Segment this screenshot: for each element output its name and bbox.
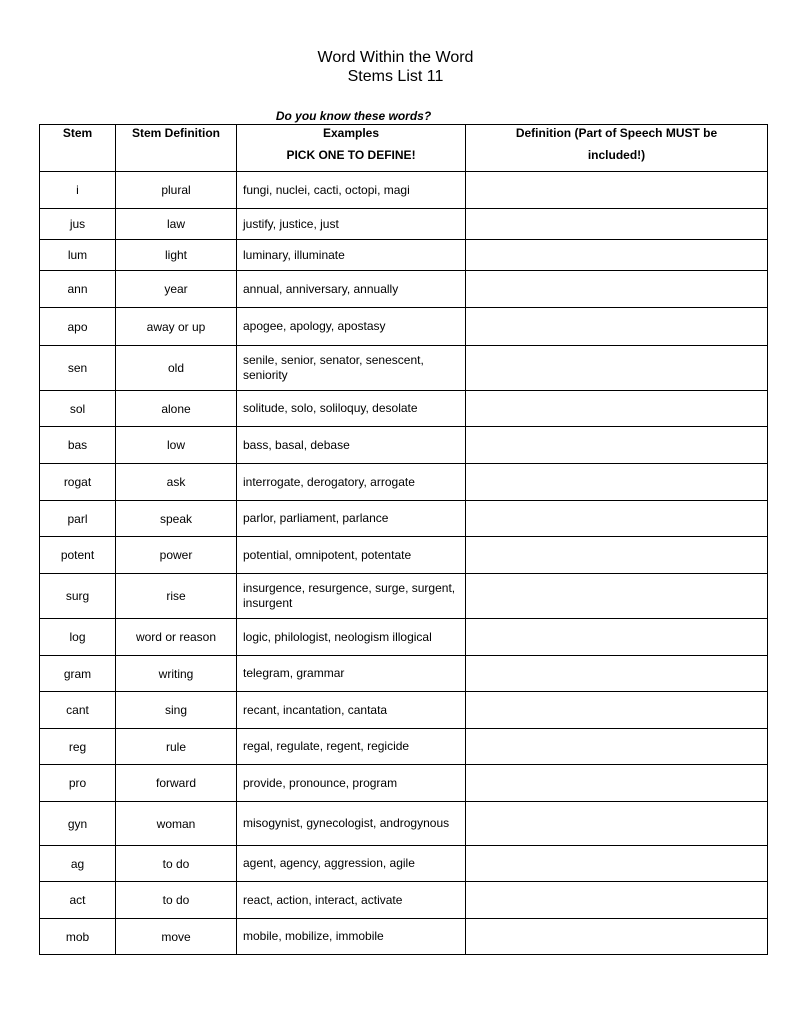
definition-answer-cell[interactable]	[466, 729, 768, 765]
stem-definition-cell: law	[116, 209, 237, 240]
examples-cell: logic, philologist, neologism illogical	[237, 619, 466, 656]
stem-cell: i	[40, 172, 116, 209]
worksheet-prompt: Do you know these words?	[275, 109, 432, 123]
page-subtitle-list: Stems List 11	[347, 68, 444, 85]
table-row	[40, 464, 768, 501]
table-row	[40, 765, 768, 802]
stem-definition-cell: forward	[116, 765, 237, 802]
examples-cell: react, action, interact, activate	[237, 882, 466, 919]
stem-definition-cell: away or up	[116, 308, 237, 346]
column-header-examples	[237, 125, 466, 172]
table-row	[40, 240, 768, 271]
stem-cell: gyn	[40, 802, 116, 846]
stem-cell: pro	[40, 765, 116, 802]
stem-definition-cell: light	[116, 240, 237, 271]
examples-cell: agent, agency, aggression, agile	[237, 846, 466, 882]
stem-cell: sol	[40, 391, 116, 427]
table-row	[40, 656, 768, 692]
definition-answer-cell[interactable]	[466, 240, 768, 271]
definition-answer-cell[interactable]	[466, 846, 768, 882]
table-row	[40, 271, 768, 308]
definition-answer-cell[interactable]	[466, 308, 768, 346]
examples-cell: mobile, mobilize, immobile	[237, 919, 466, 955]
stem-cell: ann	[40, 271, 116, 308]
table-row	[40, 619, 768, 656]
examples-cell: luminary, illuminate	[237, 240, 466, 271]
examples-cell: annual, anniversary, annually	[237, 271, 466, 308]
stem-definition-cell: word or reason	[116, 619, 237, 656]
definition-header-line2: included!)	[587, 148, 646, 162]
page-title: Word Within the Word	[317, 49, 474, 66]
examples-header-label: Examples	[322, 126, 380, 140]
table-row	[40, 919, 768, 955]
table-row	[40, 391, 768, 427]
table-row	[40, 574, 768, 619]
examples-cell: telegram, grammar	[237, 656, 466, 692]
stem-definition-cell: ask	[116, 464, 237, 501]
table-row	[40, 537, 768, 574]
stem-cell: jus	[40, 209, 116, 240]
definition-answer-cell[interactable]	[466, 537, 768, 574]
examples-cell: parlor, parliament, parlance	[237, 501, 466, 537]
column-header-definition-pos	[466, 125, 768, 172]
table-row	[40, 729, 768, 765]
examples-cell: solitude, solo, soliloquy, desolate	[237, 391, 466, 427]
table-row	[40, 882, 768, 919]
stem-cell: bas	[40, 427, 116, 464]
stems-table-body	[40, 172, 768, 955]
examples-header-note: PICK ONE TO DEFINE!	[286, 148, 416, 162]
stem-cell: surg	[40, 574, 116, 619]
definition-answer-cell[interactable]	[466, 209, 768, 240]
table-header-row	[40, 125, 768, 172]
stem-definition-cell: move	[116, 919, 237, 955]
stem-definition-cell: woman	[116, 802, 237, 846]
stem-cell: rogat	[40, 464, 116, 501]
definition-answer-cell[interactable]	[466, 882, 768, 919]
stem-definition-cell: sing	[116, 692, 237, 729]
stem-definition-cell: rule	[116, 729, 237, 765]
definition-answer-cell[interactable]	[466, 271, 768, 308]
stem-cell: gram	[40, 656, 116, 692]
definition-answer-cell[interactable]	[466, 692, 768, 729]
stem-cell: potent	[40, 537, 116, 574]
examples-cell: provide, pronounce, program	[237, 765, 466, 802]
stem-definition-cell: to do	[116, 846, 237, 882]
stem-definition-cell: low	[116, 427, 237, 464]
table-row	[40, 346, 768, 391]
examples-cell: insurgence, resurgence, surge, surgent, insurgent	[237, 574, 466, 619]
stem-definition-cell: power	[116, 537, 237, 574]
examples-cell: fungi, nuclei, cacti, octopi, magi	[237, 172, 466, 209]
stem-cell: cant	[40, 692, 116, 729]
definition-answer-cell[interactable]	[466, 501, 768, 537]
examples-cell: misogynist, gynecologist, androgynous	[237, 802, 466, 846]
table-row	[40, 501, 768, 537]
stem-cell: lum	[40, 240, 116, 271]
examples-cell: interrogate, derogatory, arrogate	[237, 464, 466, 501]
examples-cell: justify, justice, just	[237, 209, 466, 240]
stem-cell: apo	[40, 308, 116, 346]
stem-cell: sen	[40, 346, 116, 391]
examples-cell: potential, omnipotent, potentate	[237, 537, 466, 574]
definition-header-line1: Definition (Part of Speech MUST be	[515, 126, 718, 140]
table-row	[40, 802, 768, 846]
definition-answer-cell[interactable]	[466, 574, 768, 619]
definition-answer-cell[interactable]	[466, 427, 768, 464]
table-row	[40, 172, 768, 209]
definition-answer-cell[interactable]	[466, 619, 768, 656]
definition-answer-cell[interactable]	[466, 464, 768, 501]
examples-cell: apogee, apology, apostasy	[237, 308, 466, 346]
column-header-stem: Stem	[40, 125, 116, 172]
stem-definition-cell: writing	[116, 656, 237, 692]
definition-answer-cell[interactable]	[466, 391, 768, 427]
examples-cell: regal, regulate, regent, regicide	[237, 729, 466, 765]
stem-definition-cell: alone	[116, 391, 237, 427]
definition-answer-cell[interactable]	[466, 346, 768, 391]
stem-cell: parl	[40, 501, 116, 537]
table-row	[40, 308, 768, 346]
column-header-stem-definition: Stem Definition	[116, 125, 237, 172]
table-row	[40, 692, 768, 729]
table-row	[40, 427, 768, 464]
table-row	[40, 846, 768, 882]
stem-cell: log	[40, 619, 116, 656]
examples-cell: bass, basal, debase	[237, 427, 466, 464]
table-row	[40, 209, 768, 240]
definition-answer-cell[interactable]	[466, 765, 768, 802]
definition-answer-cell[interactable]	[466, 656, 768, 692]
stem-definition-cell: rise	[116, 574, 237, 619]
stem-cell: act	[40, 882, 116, 919]
stem-definition-cell: speak	[116, 501, 237, 537]
stem-cell: ag	[40, 846, 116, 882]
examples-cell: senile, senior, senator, senescent, seniority	[237, 346, 466, 391]
definition-answer-cell[interactable]	[466, 172, 768, 209]
examples-cell: recant, incantation, cantata	[237, 692, 466, 729]
stem-definition-cell: old	[116, 346, 237, 391]
stem-definition-cell: year	[116, 271, 237, 308]
stem-cell: reg	[40, 729, 116, 765]
stems-table	[39, 124, 768, 955]
stem-cell: mob	[40, 919, 116, 955]
stem-definition-cell: to do	[116, 882, 237, 919]
definition-answer-cell[interactable]	[466, 919, 768, 955]
definition-answer-cell[interactable]	[466, 802, 768, 846]
stem-definition-cell: plural	[116, 172, 237, 209]
